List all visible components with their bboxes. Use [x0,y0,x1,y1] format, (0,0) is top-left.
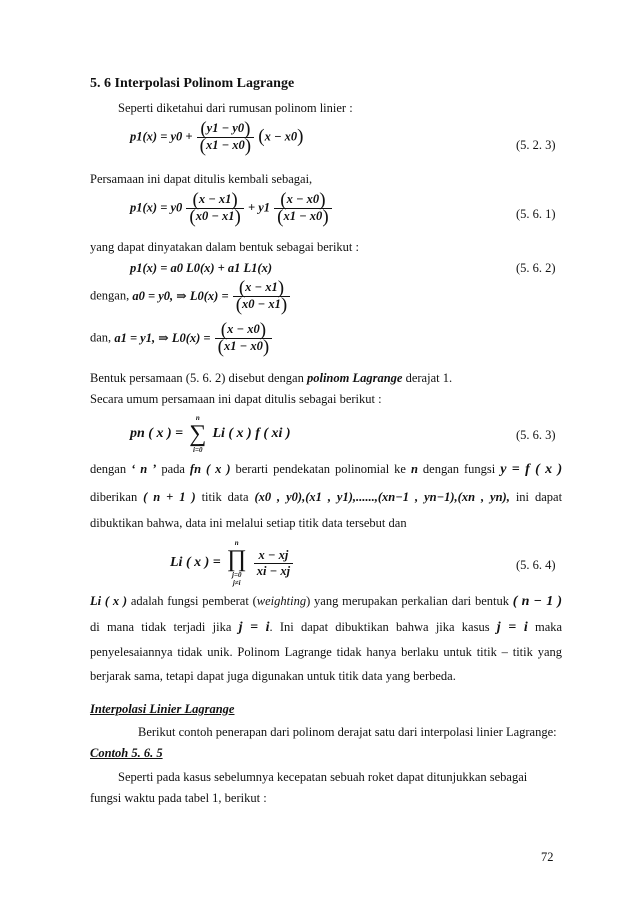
eq564-prod-top: n [234,539,239,547]
word: terjadi [173,620,206,634]
example-title: Contoh 5. 6. 5 [90,746,163,760]
word: dapat [301,620,329,634]
dengan-formula: a0 = y0, ⇒ L0(x) = [132,289,229,304]
dengan-line: dengan, a0 = y0, ⇒ L0(x) = $\frac{(x - x1)}{(x0 - x1)}$ [90,280,291,312]
eq564-prod-bottom1: j=0 [232,571,242,579]
word: jika [435,620,455,634]
eq561-lhs: p1(x) = y0 [130,200,183,215]
dan-formula: a1 = y1, ⇒ L0(x) = [114,331,211,346]
word: (x0 , y0),(x1 , y1),......,(xn−1 , yn−1),(xn , yn), [254,490,510,504]
para2-line3 [90,645,562,660]
eq561-plus: + y1 [247,200,271,215]
word: adalah fungsi pemberat ( [130,594,257,608]
para1-line1 [90,462,562,478]
para2-line4: berjarak sama, tetapi dapat juga digunakan untuk titik data yang berbeda. [90,669,456,683]
word: ini [515,490,530,504]
word: ( n − 1 ) [512,594,563,609]
secara-text: Secara umum persamaan ini dapat ditulis sebagai berikut : [90,392,382,406]
product-symbol: ∏ [226,546,247,572]
word: berarti [235,462,269,476]
eq561-frac1-den: x0 − x1 [195,208,235,223]
eq-linear-lhs: p1(x) = y0 + [130,129,193,144]
eq564-frac-num: x − xj [254,548,293,564]
subheading: Interpolasi Linier Lagrange [90,702,235,716]
eq563-sum-top: n [195,414,200,422]
word: dengan [90,462,127,476]
example-intro: Berikut contoh penerapan dari polinom derajat satu dari interpolasi linier Lagrange: [138,725,557,739]
word: dengan [422,462,460,476]
dan-line: dan, a1 = y1, ⇒ L0(x) = $\frac{(x - x0)}{(x1 - x0)}$ [90,322,273,354]
dengan-frac-den: x0 − x1 [242,296,281,311]
equation-number-562: (5. 6. 2) [516,261,556,275]
word: Ini [279,620,294,634]
equation-number-523: (5. 2. 3) [516,138,556,152]
word: diberikan [90,490,138,504]
equation-number-561: (5. 6. 1) [516,207,556,221]
word: ( n + 1 ) [143,490,196,504]
word: j = i [496,620,528,635]
word: mana [106,620,135,634]
bentuk-before: Bentuk persamaan (5. 6. 2) disebut dengan [90,371,304,385]
para1-line3: dibuktikan bahwa, data ini melalui setiap titik data tersebut dan [90,516,407,530]
intro-text: Seperti diketahui dari rumusan polinom linier : [118,101,353,115]
dan-frac-den: x1 − x0 [224,338,263,353]
section-title: 5. 6 Interpolasi Polinom Lagrange [90,76,295,91]
word: titik [201,490,222,504]
equation-number-564: (5. 6. 4) [516,558,556,572]
word: ) yang merupakan perkalian dari bentuk [306,594,509,608]
eq563-lhs: pn ( x ) = [130,426,184,441]
eq-linear-frac-num: y1 − y0 [206,121,245,135]
word: weighting [256,594,307,608]
word: jika [212,620,232,634]
dan-frac-num: x − x0 [227,322,260,336]
eq561-frac2-den: x1 − x0 [283,208,323,223]
dengan-prefix: dengan, [90,288,130,303]
example-text-2: fungsi waktu pada tabel 1, berikut : [90,791,267,805]
bentuk-text [90,371,452,386]
word: . [269,620,273,634]
word: pada [161,462,185,476]
para2-line2 [90,620,562,636]
bentuk-after: derajat 1. [405,371,453,385]
word: fungsi [464,462,496,476]
word: data [227,490,249,504]
word: dibuktikan [335,620,389,634]
eq564-frac-den: xi − xj [256,563,291,578]
para2-line1 [90,594,562,610]
word: di [90,620,100,634]
rewrite-text: Persamaan ini dapat ditulis kembali sebagai, [90,172,313,186]
dengan-frac-num: x − x1 [245,280,278,294]
bentuk-term: polinom Lagrange [306,371,403,385]
para1-line2 [90,490,562,505]
equation-linear: p1(x) = y0 + $\frac{(y1 - y0)}{(x1 - x0)}$ (x − x0) [130,118,304,157]
word: dapat [534,490,563,504]
equation-564 [170,539,294,587]
equation-562: p1(x) = a0 L0(x) + a1 L1(x) [130,261,272,275]
word: y = f ( x ) [500,462,563,477]
word: kasus [461,620,490,634]
word: n [410,462,418,476]
equation-563 [130,414,291,454]
word: ke [394,462,406,476]
word: j = i [238,620,270,635]
word: bahwa [395,620,429,634]
eq564-prod-bottom2: j≠i [232,579,241,587]
word: pendekatan [273,462,331,476]
sum-symbol: ∑ [189,421,207,447]
eq564-lhs: Li ( x ) = [170,555,221,570]
word: ‘ n ’ [131,462,157,476]
eq563-rhs: Li ( x ) f ( xi ) [212,426,291,441]
eq-linear-frac-den: x1 − x0 [205,137,245,152]
eq561-frac1-num: x − x1 [198,192,232,206]
word: Li ( x ) [90,594,128,608]
word: tidak [141,620,167,634]
para2-line3-text: penyelesaiannya tidak unik. Polinom Lagrange tidak hanya berlaku untuk titik – titik yang [90,645,562,659]
word: maka [534,620,563,634]
eq561-frac2-num: x − x0 [286,192,320,206]
equation-561: p1(x) = y0 $\frac{(x - x1)}{(x0 - x1)}$ + y1 $\frac{(x - x0)}{(x1 - x0)}$ [130,192,333,224]
equation-number-563: (5. 6. 3) [516,428,556,442]
eq-linear-rhs: x − x0 [264,129,298,144]
word: polinomial [335,462,390,476]
word: fn ( x ) [189,462,231,476]
eq563-sum-bottom: i=0 [193,446,203,454]
dan-prefix: dan, [90,330,112,345]
form-text: yang dapat dinyatakan dalam bentuk sebagai berikut : [90,240,360,254]
page-number: 72 [541,850,554,864]
example-text-1: Seperti pada kasus sebelumnya kecepatan sebuah roket dapat ditunjukkan sebagai [118,770,528,784]
